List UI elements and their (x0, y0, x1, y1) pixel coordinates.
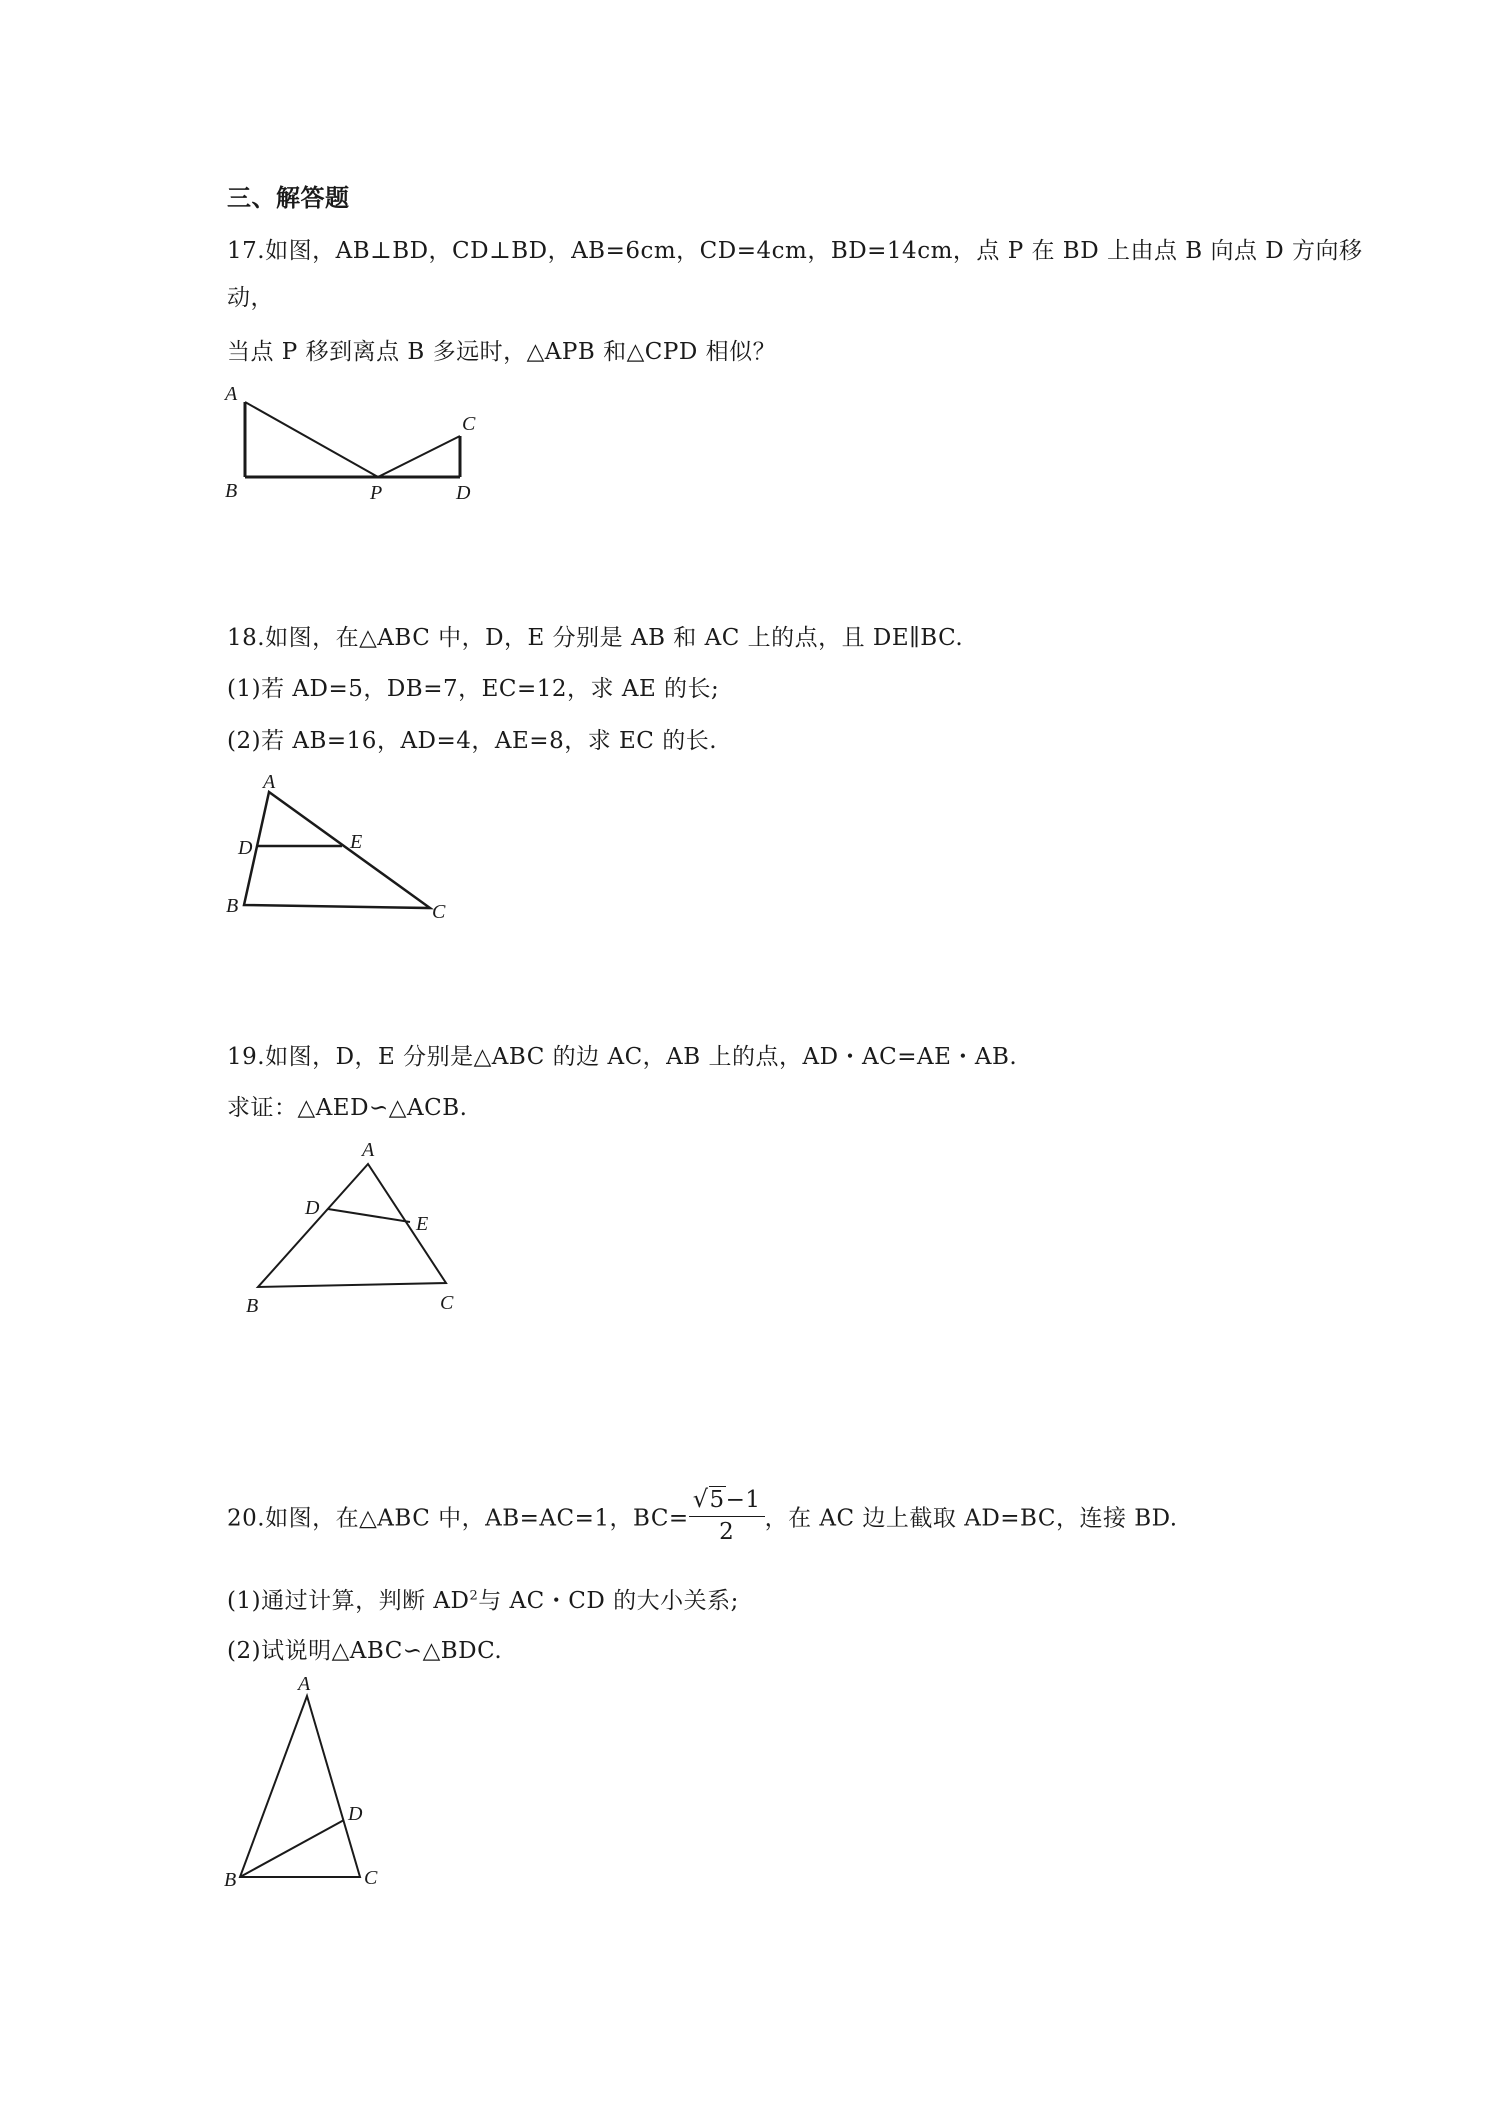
label-b: B (225, 480, 238, 502)
label-d: D (456, 482, 471, 504)
problem-17-line-3: 当点 P 移到离点 B 多远时，△APB 和△CPD 相似？ (227, 339, 777, 365)
problem-18-line-3: (2)若 AB=16，AD=4，AE=8，求 EC 的长. (227, 728, 718, 754)
segment-pc (378, 436, 460, 477)
problem-19-figure (230, 1130, 470, 1325)
label-b: B (224, 1869, 237, 1891)
problem-17-line-1: 17.如图，AB⊥BD，CD⊥BD，AB=6cm，CD=4cm，BD=14cm，点 P 在 BD 上由点 B 向点 D 方向移 (227, 238, 1363, 264)
label-c: C (440, 1292, 454, 1314)
problem-20-text-after: ，在 AC 边上截取 AD=BC，连接 BD. (764, 1505, 1178, 1532)
section-title: 三、解答题 (227, 184, 350, 212)
problem-19-line-2: 求证：△AED∽△ACB. (227, 1095, 468, 1121)
label-d: D (238, 837, 253, 859)
problem-20-text-before: 20.如图，在△ABC 中，AB=AC=1，BC= (227, 1505, 689, 1532)
label-d: D (305, 1197, 320, 1219)
label-c: C (462, 413, 476, 435)
numerator-rest: −1 (725, 1487, 761, 1513)
fraction-numerator (689, 1484, 765, 1517)
label-a: A (362, 1139, 375, 1161)
problem-17-line-2: 动， (227, 285, 274, 311)
problem-18-line-2: (1)若 AD=5，DB=7，EC=12，求 AE 的长; (227, 676, 720, 702)
superscript-2: 2 (469, 1588, 479, 1604)
label-d: D (348, 1803, 363, 1825)
label-p: P (370, 482, 383, 504)
segment-bd (240, 1820, 344, 1877)
label-e: E (416, 1213, 429, 1235)
label-e: E (350, 831, 363, 853)
label-a: A (225, 383, 238, 405)
label-b: B (226, 895, 239, 917)
triangle-abc (244, 792, 430, 908)
label-c: C (432, 901, 446, 923)
problem-19-line-1: 19.如图，D，E 分别是△ABC 的边 AC，AB 上的点，AD・AC=AE・AB. (227, 1044, 1018, 1070)
label-a: A (263, 771, 276, 793)
radicand: 5 (709, 1487, 725, 1513)
line-2-before: (1)通过计算，判断 AD (227, 1588, 470, 1614)
problem-20-line-2 (227, 1584, 739, 1618)
label-c: C (364, 1867, 378, 1889)
problem-20-line-1 (227, 1485, 1178, 1551)
sqrt-symbol: √5 (692, 1485, 725, 1513)
problem-20-figure (220, 1670, 420, 1910)
label-a: A (298, 1673, 311, 1695)
problem-18-line-1: 18.如图，在△ABC 中，D，E 分别是 AB 和 AC 上的点，且 DE∥BC. (227, 625, 964, 651)
line-2-after: 与 AC・CD 的大小关系; (478, 1588, 739, 1614)
triangle-abc (240, 1696, 360, 1877)
label-b: B (246, 1295, 259, 1317)
problem-17-figure (220, 380, 500, 505)
bc-fraction (689, 1484, 765, 1547)
fraction-denominator: 2 (719, 1519, 735, 1545)
problem-20-line-3: (2)试说明△ABC∽△BDC. (227, 1638, 503, 1664)
segment-ap (245, 402, 378, 477)
problem-18-figure (220, 770, 460, 923)
